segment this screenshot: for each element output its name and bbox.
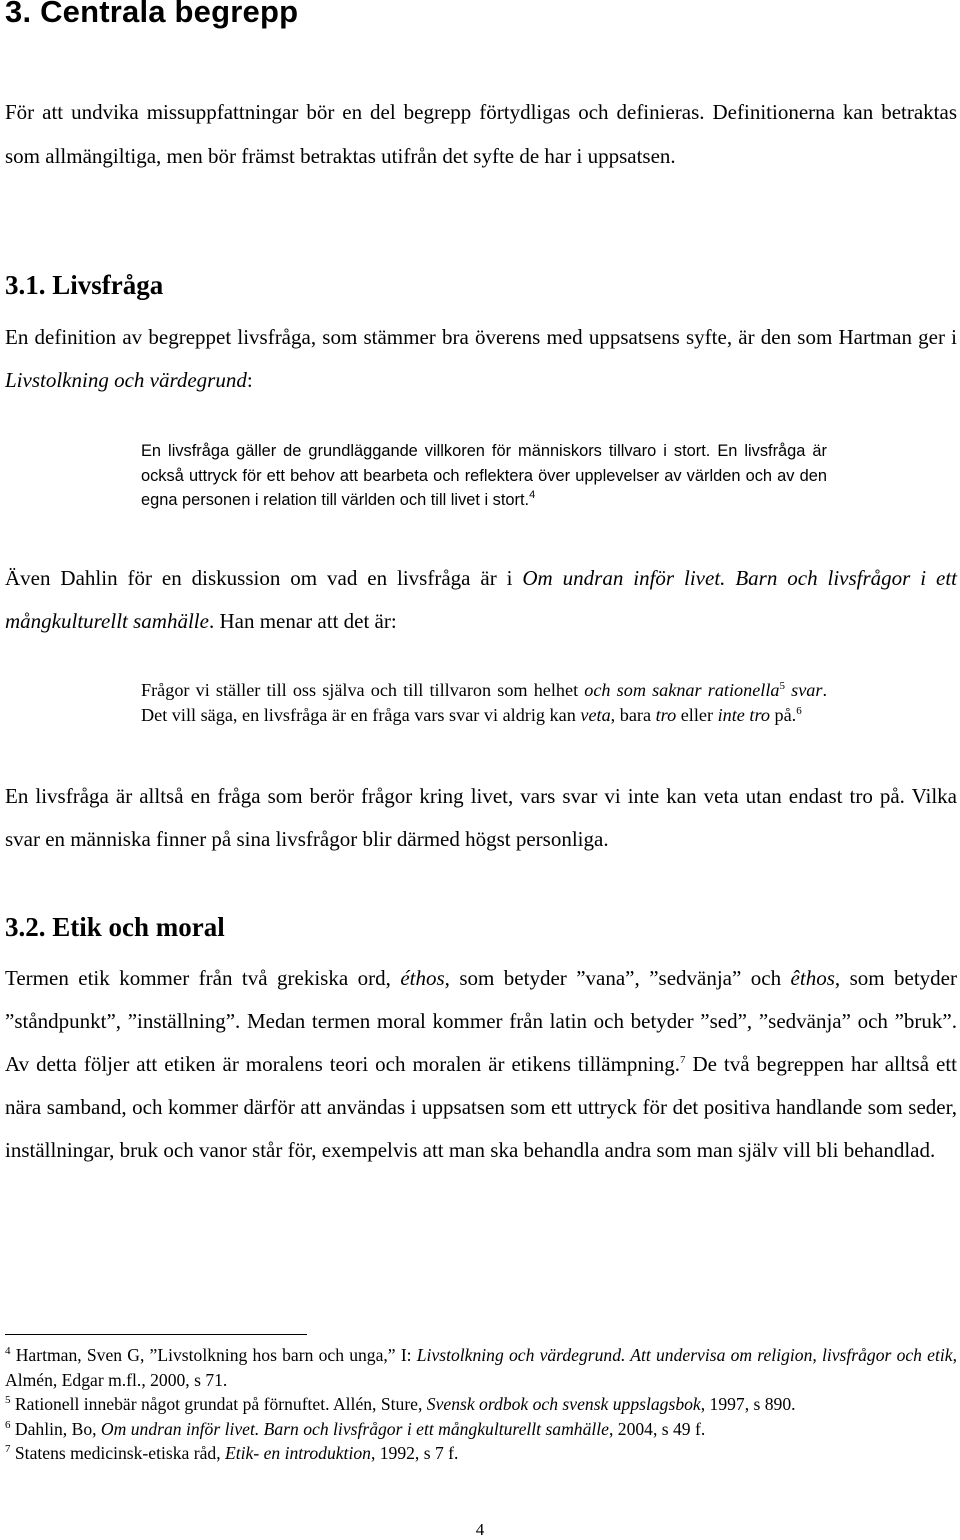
footnote-4: $^4$ Hartman, Sven G, ”Livstolkning hos barn och unga,” I: Livstolkning och värdegrund. Att undervisa om religion, livsfrågor och etik, Almén, Edgar m.fl., 2000, s 71.: [5, 1345, 957, 1390]
intro-paragraph: För att undvika missuppfattningar bör en del begrepp förtydligas och definieras. Definitionerna kan betraktas som allmängiltiga, men bör främst betraktas utifrån det syfte de har i uppsatsen.: [5, 100, 957, 168]
footnote-5: $^5$ Rationell innebär något grundat på förnuftet. Allén, Sture, Svensk ordbok och svensk uppslagsbok, 1997, s 890.: [5, 1394, 796, 1414]
etik-paragraph: Termen etik kommer från två grekiska ord, éthos, som betyder ”vana”, ”sedvänja” och êthos, som betyder ”ståndpunkt”, ”inställning”. Medan termen moral kommer från latin och betyder ”sed”, ”sedvänja” och ”bruk”. Av detta följer att etiken är moralens teori och moralen är etikens tillämpning.$^7$ De två begreppen har alltså ett nära samband, och kommer därför att användas i uppsatsen som ett uttryck för det positiva handlande som seder, inställningar, bruk och vanor står för, exempelvis att man ska behandla andra som man själv vill bli behandlad.: [5, 966, 958, 1162]
livsfraga-paragraph-2: Även Dahlin för en diskussion om vad en livsfråga är i Om undran inför livet. Barn och livsfrågor i ett mångkulturellt samhälle. Han menar att det är:: [5, 566, 957, 633]
livsfraga-paragraph-3: En livsfråga är alltså en fråga som berör frågor kring livet, vars svar vi inte kan veta utan endast tro på. Vilka svar en människa finner på sina livsfrågor blir därmed högst personliga.: [5, 784, 957, 851]
footnotes: [5, 1343, 957, 1466]
chapter-heading: 3. Centrala begrepp: [5, 0, 299, 29]
page-number: 4: [475, 1520, 485, 1539]
livsfraga-paragraph-1: En definition av begreppet livsfråga, som stämmer bra överens med uppsatsens syfte, är den som Hartman ger i Livstolkning och värdegrund:: [5, 325, 957, 392]
section-heading-etik: 3.2. Etik och moral: [5, 912, 225, 942]
footnote-ref-4[interactable]: 4: [529, 489, 536, 501]
block-quote-hartman: En livsfråga gäller de grundläggande villkoren för människors tillvaro i stort. En livsfråga är också uttryck för ett behov att bearbeta och reflektera över upplevelser av världen och av den egna personen i relation till världen och till livet i stort.$^4$: [141, 442, 827, 509]
footnote-ref-5[interactable]: 5: [779, 680, 785, 692]
footnote-separator: [5, 1334, 307, 1335]
section-heading-livsfraga: 3.1. Livsfråga: [5, 270, 164, 300]
block-quote-dahlin: Frågor vi ställer till oss själva och till tillvaron som helhet och som saknar rationella$^5$ svar. Det vill säga, en livsfråga är en fråga vars svar vi aldrig kan veta, bara tro eller inte tro på.$^6$: [141, 680, 827, 725]
footnote-ref-6[interactable]: 6: [796, 705, 802, 717]
footnote-6: $^6$ Dahlin, Bo, Om undran inför livet. Barn och livsfrågor i ett mångkulturellt samhälle, 2004, s 49 f.: [5, 1418, 706, 1439]
footnote-7: $^7$ Statens medicinsk-etiska råd, Etik- en introduktion, 1992, s 7 f.: [5, 1443, 459, 1463]
footnote-ref-7[interactable]: 7: [680, 1054, 686, 1066]
